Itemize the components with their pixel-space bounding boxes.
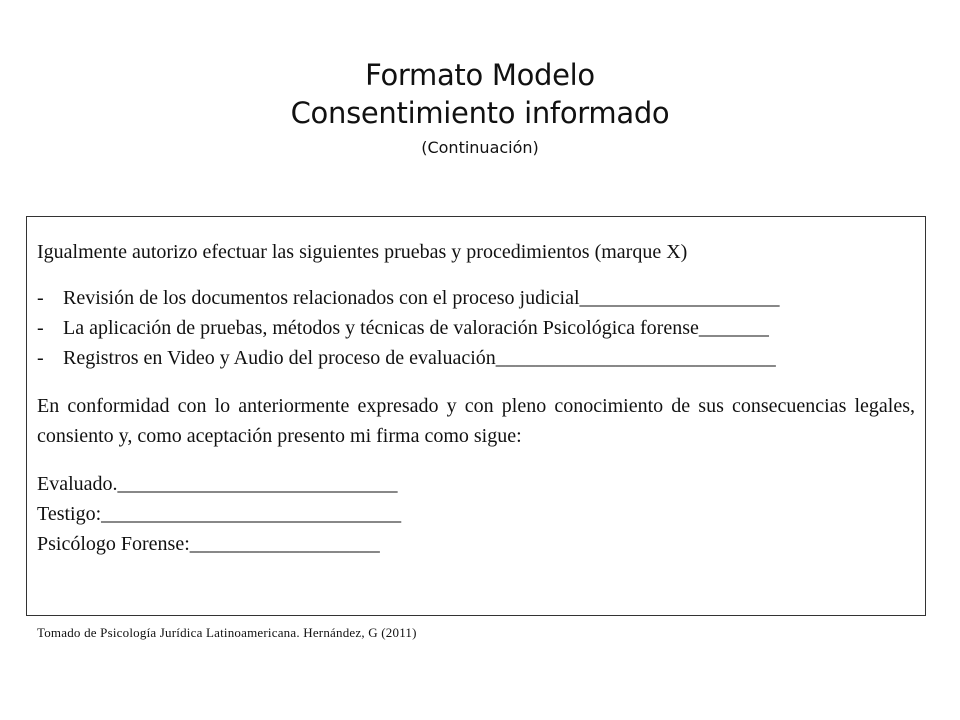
procedure-item-document-review <box>37 283 915 313</box>
document-header <box>0 56 960 160</box>
page-title-secondary: Consentimiento informado <box>290 96 670 130</box>
signature-line-evaluado: Evaluado.____________________________ <box>37 473 398 495</box>
procedure-item-text: La aplicación de pruebas, métodos y técnicas de valoración Psicológica forense_______ <box>63 317 769 339</box>
consent-paragraph: En conformidad con lo anteriormente expresado y con pleno conocimiento de sus consecuencias legales, consiento y, como aceptación presento mi firma como sigue: <box>37 395 915 447</box>
consent-form-box <box>26 216 926 616</box>
signature-line-psicologo: Psicólogo Forense:___________________ <box>37 533 380 555</box>
procedure-item-recordings <box>37 343 915 373</box>
intro-text: Igualmente autorizo efectuar las siguientes pruebas y procedimientos (marque X) <box>37 241 688 263</box>
page-subtitle: (Continuación) <box>421 138 539 157</box>
page-title: Formato Modelo <box>365 58 595 92</box>
item-dash: - <box>37 317 44 339</box>
signature-line-testigo: Testigo:______________________________ <box>37 503 402 525</box>
procedure-item-text: Revisión de los documentos relacionados con el proceso judicial____________________ <box>63 287 780 309</box>
procedure-item-text: Registros en Video y Audio del proceso de evaluación____________________________ <box>63 347 776 369</box>
item-dash: - <box>37 347 44 369</box>
item-dash: - <box>37 287 44 309</box>
source-caption: Tomado de Psicología Jurídica Latinoamericana. Hernández, G (2011) <box>37 625 417 640</box>
procedure-item-tests <box>37 313 915 343</box>
